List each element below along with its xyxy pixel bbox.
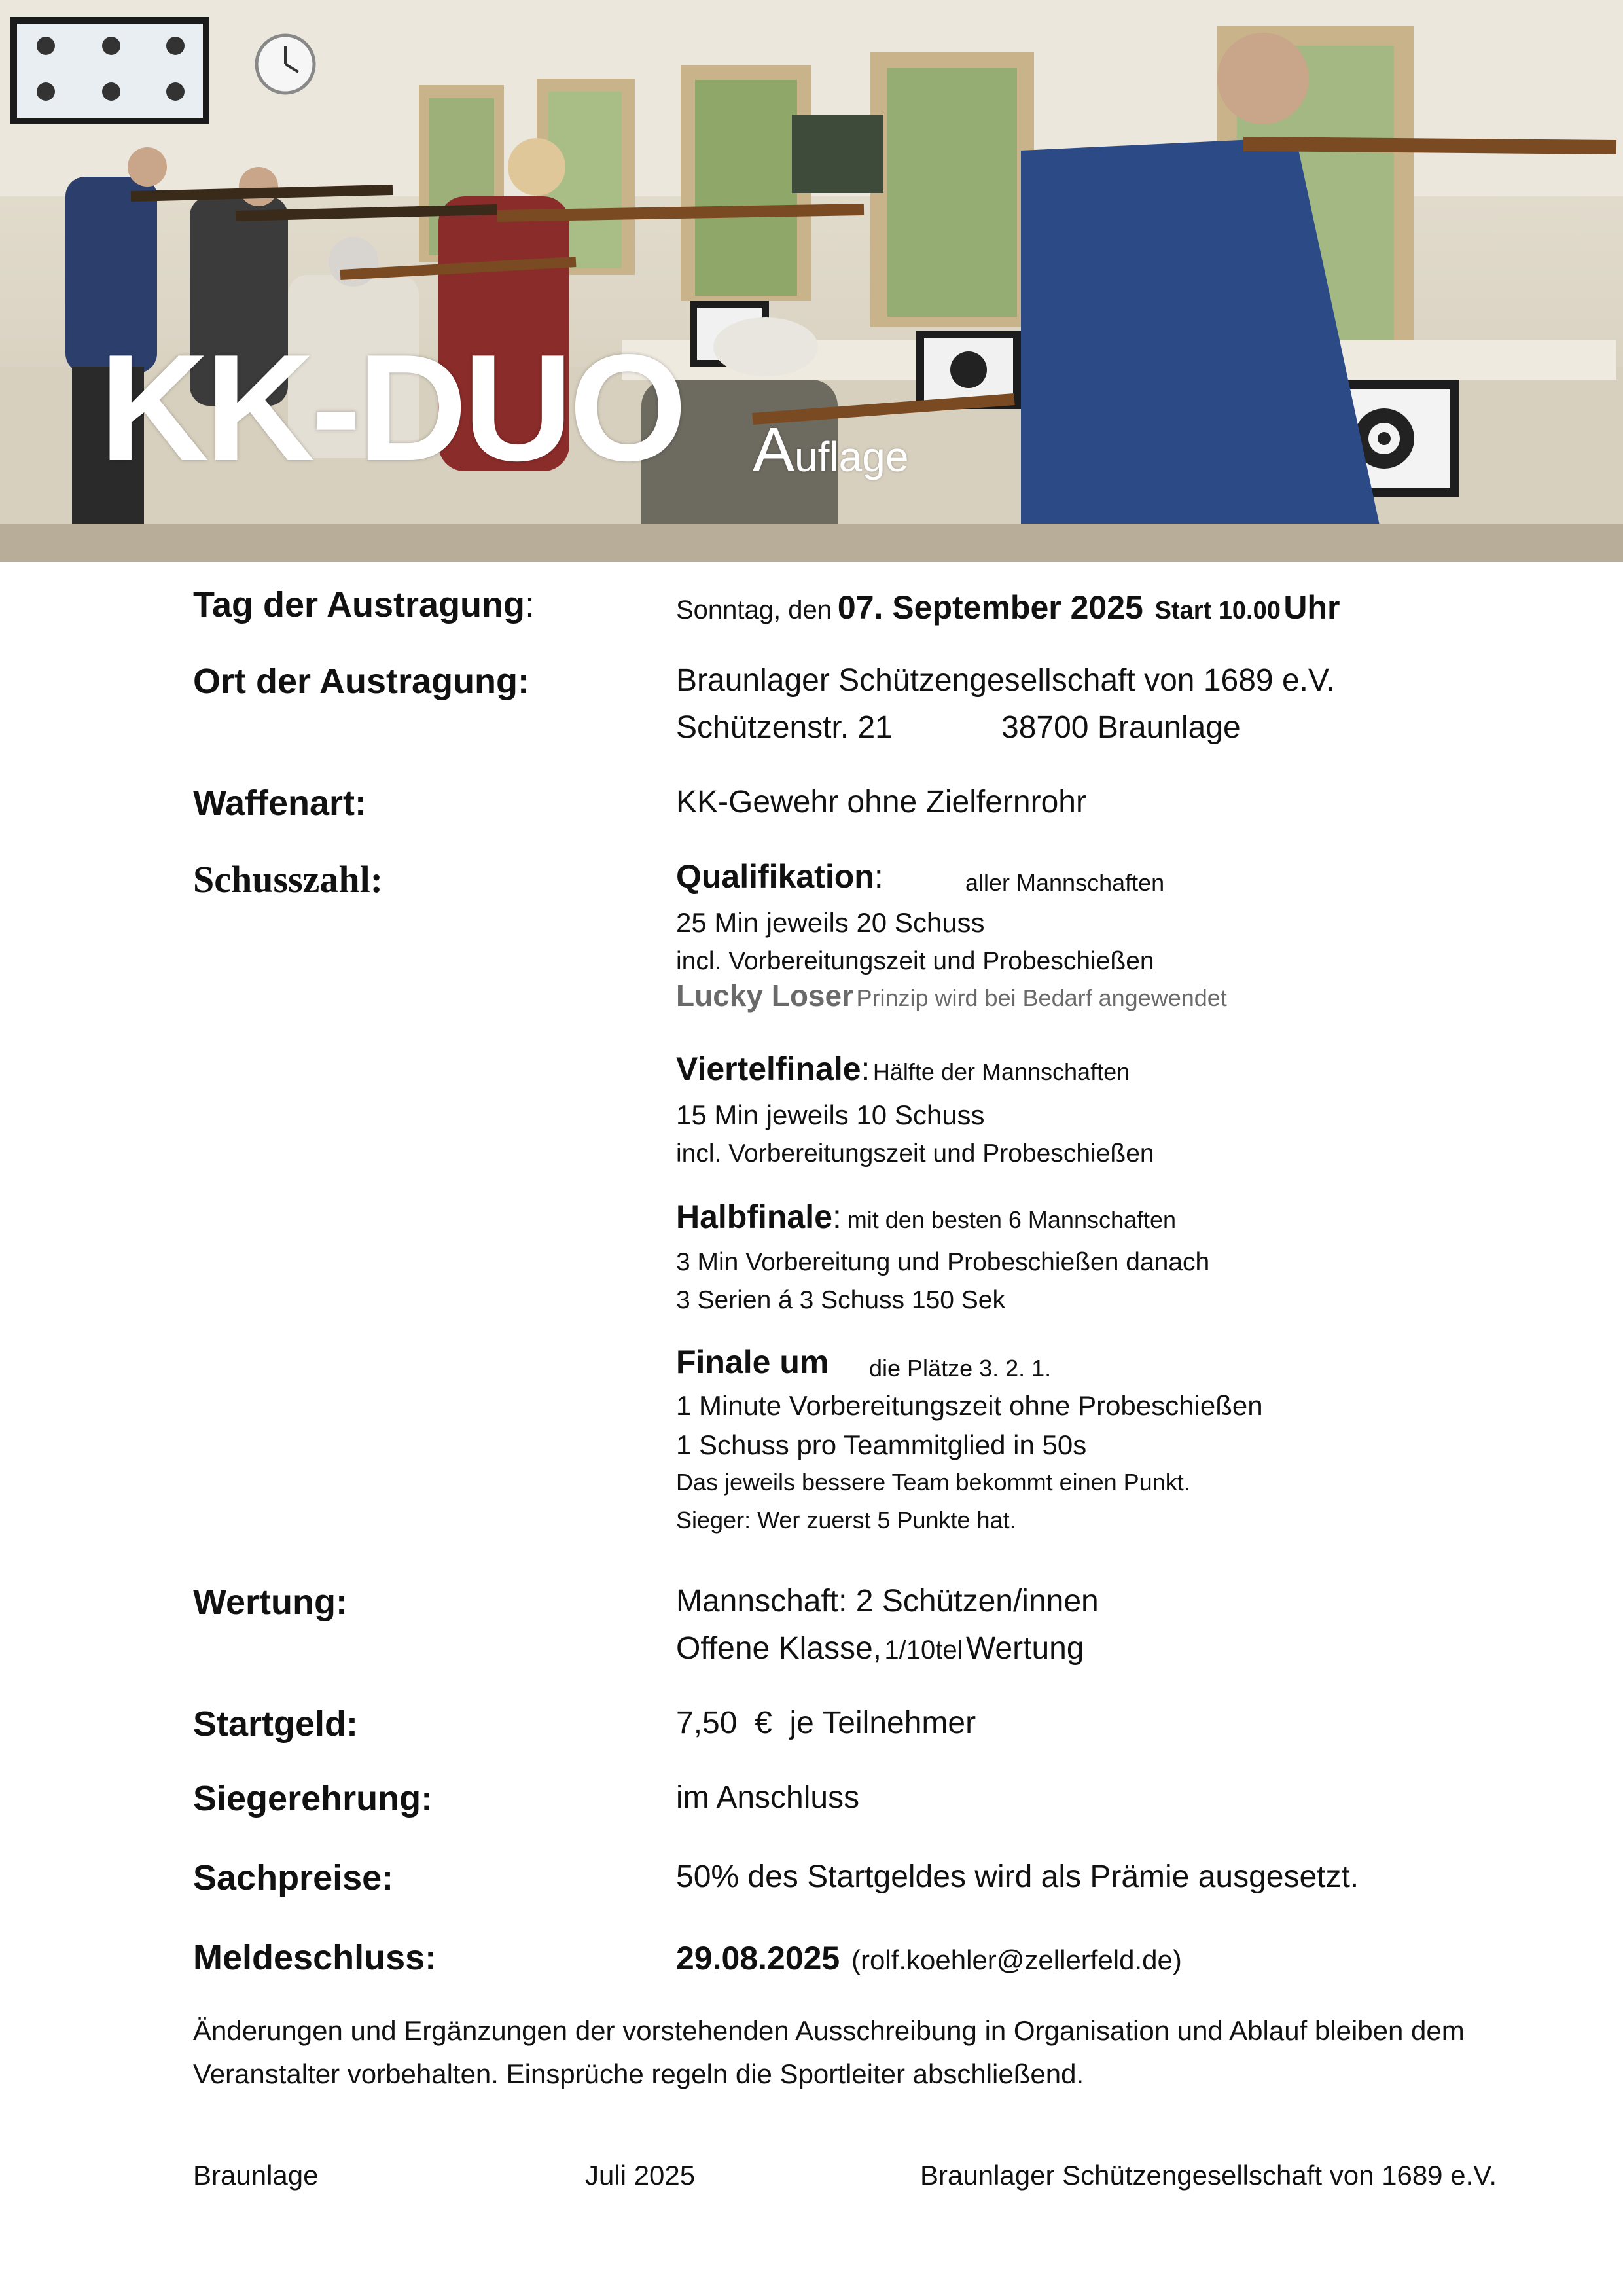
semifinal-colon: : — [832, 1198, 842, 1235]
fee-value — [676, 1700, 976, 1747]
quarterfinal-title: Viertelfinale — [676, 1050, 861, 1087]
location-label: Ort der Austragung: — [193, 662, 530, 701]
scoring-tenth: 1/10tel — [884, 1636, 963, 1664]
semifinal-line2: 3 Serien á 3 Schuss 150 Sek — [676, 1286, 1005, 1314]
final-heading — [676, 1343, 829, 1381]
footer-club: Braunlager Schützengesellschaft von 1689 e.V. — [920, 2160, 1497, 2191]
scoring-word: Wertung — [965, 1631, 1084, 1666]
header-photo — [0, 0, 1623, 562]
fee-label: Startgeld: — [193, 1704, 359, 1744]
scoring-label: Wertung: — [193, 1583, 348, 1622]
location-city: 38700 Braunlage — [1001, 710, 1241, 745]
final-title: Finale um — [676, 1344, 829, 1380]
quarterfinal-line1: 15 Min jeweils 10 Schuss — [676, 1100, 985, 1130]
deadline-value — [676, 1935, 1182, 1990]
weapon-value: KK-Gewehr ohne Zielfernrohr — [676, 785, 1086, 819]
semifinal-note: mit den besten 6 Mannschaften — [847, 1206, 1177, 1233]
quarterfinal-colon: : — [861, 1050, 870, 1087]
start-time: Start 10.00 — [1154, 597, 1281, 624]
location-street: Schützenstr. 21 — [676, 710, 893, 745]
location-club: Braunlager Schützengesellschaft von 1689 e.V. — [676, 663, 1335, 698]
qualification-colon: : — [874, 858, 883, 895]
date-label — [193, 584, 535, 625]
date-prefix: Sonntag, den — [676, 596, 832, 624]
lucky-loser-title: Lucky Loser — [676, 978, 853, 1013]
event-subtitle-rest: uflage — [794, 433, 909, 480]
ceremony-label: Siegerehrung: — [193, 1779, 433, 1818]
fee-amount: 7,50 — [676, 1706, 738, 1740]
prizes-label: Sachpreise: — [193, 1858, 394, 1897]
date-label-text: Tag der Austragung — [193, 585, 526, 624]
date-label-colon: : — [525, 585, 535, 624]
quarterfinal-heading — [676, 1050, 1130, 1088]
final-line2: 1 Schuss pro Teammitglied in 50s — [676, 1429, 1087, 1460]
lucky-loser-note: Prinzip wird bei Bedarf angewendet — [856, 984, 1227, 1011]
weapon-label: Waffenart: — [193, 783, 366, 823]
final-line4: Sieger: Wer zuerst 5 Punkte hat. — [676, 1507, 1016, 1534]
qualification-line2: incl. Vorbereitungszeit und Probeschießen — [676, 947, 1154, 975]
semifinal-heading — [676, 1198, 1176, 1236]
semifinal-title: Halbfinale — [676, 1198, 832, 1235]
quarterfinal-line2: incl. Vorbereitungszeit und Probeschießen — [676, 1139, 1154, 1168]
event-subtitle-initial: A — [753, 415, 795, 485]
deadline-contact[interactable]: (rolf.koehler@zellerfeld.de) — [851, 1945, 1182, 1975]
qualification-heading — [676, 857, 883, 895]
date-value — [676, 588, 1340, 629]
footer-place: Braunlage — [193, 2160, 319, 2191]
prizes-value: 50% des Startgeldes wird als Prämie ausgesetzt. — [676, 1859, 1359, 1894]
shots-label: Schusszahl: — [193, 858, 383, 901]
quarterfinal-note: Hälfte der Mannschaften — [872, 1058, 1130, 1085]
event-title: KK-DUO — [99, 323, 683, 493]
final-line3: Das jeweils bessere Team bekommt einen Punkt. — [676, 1469, 1190, 1496]
final-line1: 1 Minute Vorbereitungszeit ohne Probeschießen — [676, 1390, 1263, 1421]
deadline-date: 29.08.2025 — [676, 1940, 840, 1977]
event-subtitle — [753, 415, 909, 485]
date-date: 07. September 2025 — [837, 589, 1143, 626]
footer-date: Juli 2025 — [585, 2160, 696, 2191]
final-note: die Plätze 3. 2. 1. — [869, 1355, 1052, 1382]
scoring-class: Offene Klasse, — [676, 1631, 882, 1666]
qualification-line1: 25 Min jeweils 20 Schuss — [676, 907, 985, 938]
scoring-line1: Mannschaft: 2 Schützen/innen — [676, 1584, 1099, 1619]
semifinal-line1: 3 Min Vorbereitung und Probeschießen danach — [676, 1248, 1210, 1276]
qualification-title: Qualifikation — [676, 858, 874, 895]
fee-currency: € — [755, 1706, 772, 1740]
scoring-line2 — [676, 1625, 1084, 1679]
deadline-label: Meldeschluss: — [193, 1938, 437, 1977]
qualification-note: aller Mannschaften — [965, 869, 1165, 896]
start-time-unit: Uhr — [1283, 589, 1340, 626]
lucky-loser — [676, 978, 1227, 1013]
ceremony-value: im Anschluss — [676, 1780, 860, 1815]
disclaimer: Änderungen und Ergänzungen der vorstehenden Ausschreibung in Organisation und Ablauf bleiben dem Veranstalter vorbehalten. Einsprüche regeln die Sportleiter abschließend. — [193, 2015, 1465, 2089]
fee-per: je Teilnehmer — [789, 1706, 976, 1740]
